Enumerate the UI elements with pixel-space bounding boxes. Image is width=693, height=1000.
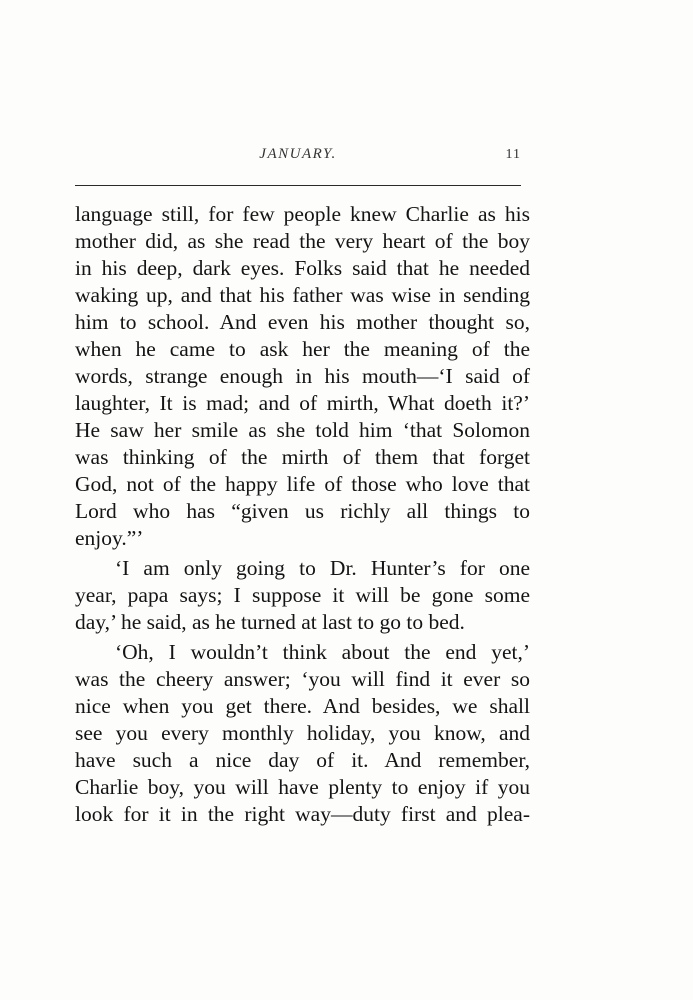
body-text [75,201,530,828]
text-line: God, not of the happy life of those who love that [75,472,530,496]
text-line: have such a nice day of it. And remember, [75,748,530,772]
text-line: him to school. And even his mother thought so, [75,310,530,334]
running-title: JANUARY. [259,146,337,162]
text-line: in his deep, dark eyes. Folks said that he needed [75,256,530,280]
text-line: laughter, It is mad; and of mirth, What doeth it?’ [75,391,530,415]
text-line: was thinking of the mirth of them that forget [75,445,530,469]
header-rule [75,185,521,186]
text-line: ‘Oh, I wouldn’t think about the end yet,’ [115,640,530,664]
text-line: Charlie boy, you will have plenty to enjoy if you [75,775,530,799]
text-line: look for it in the right way—duty first and plea- [75,802,530,826]
text-line: mother did, as she read the very heart of the boy [75,229,530,253]
text-line: year, papa says; I suppose it will be gone some [75,583,530,607]
text-line: ‘I am only going to Dr. Hunter’s for one [115,556,530,580]
page-number: 11 [505,147,521,162]
text-line: was the cheery answer; ‘you will find it ever so [75,667,530,691]
text-line: language still, for few people knew Charlie as his [75,202,530,226]
text-line: He saw her smile as she told him ‘that Solomon [75,418,530,442]
text-line: day,’ he said, as he turned at last to go to bed. [75,610,465,634]
text-line: words, strange enough in his mouth—‘I said of [75,364,530,388]
text-line: waking up, and that his father was wise in sending [75,283,530,307]
text-line: nice when you get there. And besides, we shall [75,694,530,718]
text-line: when he came to ask her the meaning of the [75,337,530,361]
text-line: Lord who has “given us richly all things to [75,499,530,523]
text-line: see you every monthly holiday, you know, and [75,721,530,745]
text-line: enjoy.”’ [75,526,144,550]
page-header [75,146,521,170]
